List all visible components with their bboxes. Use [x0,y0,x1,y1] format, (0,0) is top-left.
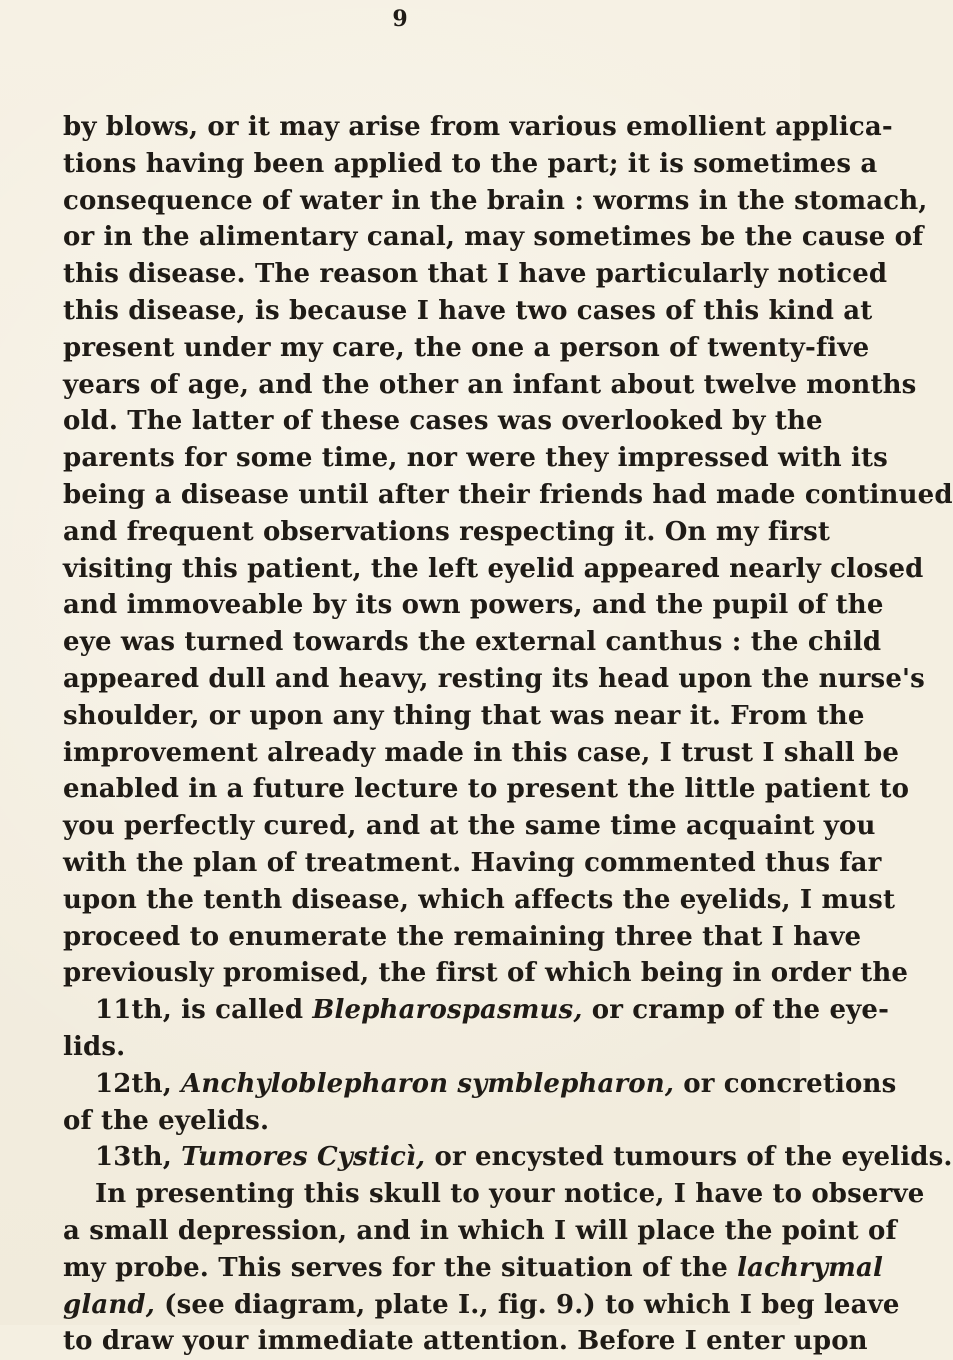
list-item-13-suffix: or encysted tumours of the eyelids. [425,1142,953,1173]
text-line: old. The latter of these cases was overlooked by the [63,406,823,437]
text-line: by blows, or it may arise from various emollient applica- [63,112,893,142]
list-item-11-prefix: 11th, is called [95,995,313,1026]
closing-line-3-prefix: my probe. This serves for the situation of the [63,1252,738,1283]
text-line: you perfectly cured, and at the same time acquaint you [63,811,876,842]
text-line: proceed to enumerate the remaining three that I have [63,921,862,952]
text-line: enabled in a future lecture to present the little patient to [63,774,910,805]
closing-line-4-suffix: (see diagram, plate I., fig. 9.) to which I beg leave [154,1289,900,1320]
text-line: shoulder, or upon any thing that was near it. From the [63,700,865,731]
text-line: upon the tenth disease, which affects the eyelids, I must [63,884,896,915]
list-item-11-suffix: or cramp of the eye- [582,995,890,1026]
page-body-text [63,109,953,1360]
text-line: and immoveable by its own powers, and the pupil of the [63,590,884,621]
text-line: years of age, and the other an infant about twelve months [63,369,917,400]
list-item-12-term: Anchyloblepharon symblepharon, [181,1068,675,1099]
list-item-13-prefix: 13th, [95,1142,182,1173]
text-line: consequence of water in the brain : worms in the stomach, [63,185,928,216]
closing-line-3-term: lachrymal [737,1252,883,1283]
text-line: parents for some time, nor were they impressed with its [63,443,888,474]
text-line: and frequent observations respecting it. On my first [63,516,831,547]
text-line: with the plan of treatment. Having commented thus far [63,847,882,878]
text-line: previously promised, the first of which being in order the [63,958,909,989]
text-line: this disease, is because I have two cases of this kind at [63,295,873,326]
text-line: tions having been applied to the part; it is sometimes a [63,148,878,179]
text-line: being a disease until after their friends had made continued [63,479,953,510]
list-item-12-continuation: of the eyelids. [63,1105,270,1136]
list-item-12-prefix: 12th, [95,1068,182,1099]
closing-paragraph-line: a small depression, and in which I will place the point of [63,1215,897,1246]
closing-paragraph-line-with-term [63,1287,900,1324]
list-item-13 [63,1139,953,1176]
list-item-11-continuation: lids. [63,1031,126,1062]
list-item-11 [63,992,890,1029]
text-line: appeared dull and heavy, resting its head upon the nurse's [63,663,925,694]
text-line: eye was turned towards the external canthus : the child [63,627,882,658]
closing-paragraph-line: In presenting this skull to your notice, I have to observe [95,1179,925,1210]
text-line: or in the alimentary canal, may sometimes be the cause of [63,222,924,253]
list-item-11-term: Blepharospasmus, [312,995,583,1026]
closing-paragraph-line-with-term [63,1250,883,1287]
list-item-12 [63,1066,897,1103]
text-line: visiting this patient, the left eyelid appeared nearly closed [63,553,924,584]
page-number: 9 [392,6,408,32]
list-item-13-term: Tumores Cysticì, [181,1142,426,1173]
text-line: this disease. The reason that I have particularly noticed [63,259,888,290]
closing-paragraph-line: to draw your immediate attention. Before I enter upon [63,1326,868,1357]
list-item-12-suffix: or concretions [674,1068,897,1099]
closing-line-4-term: gland, [63,1289,155,1320]
text-line: improvement already made in this case, I trust I shall be [63,737,900,768]
text-line: present under my care, the one a person of twenty-five [63,332,870,363]
